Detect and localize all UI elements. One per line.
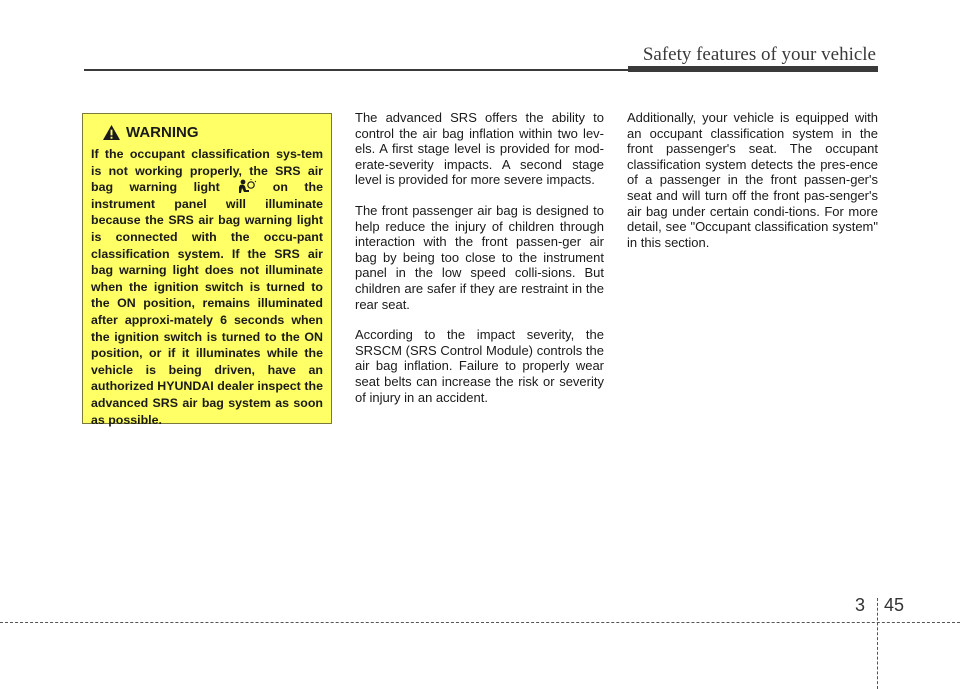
header-title: Safety features of your vehicle bbox=[642, 44, 876, 65]
warning-title: WARNING bbox=[126, 124, 199, 141]
warning-triangle-icon bbox=[102, 124, 121, 141]
text-column-middle bbox=[355, 110, 604, 420]
header-rule-accent bbox=[628, 66, 878, 72]
warning-heading bbox=[102, 124, 323, 141]
warning-text-part-2: on the instrument panel will illuminate because the SRS air bag warning light is connected with the occu-pant classification system. If the SRS air bag warning light does not illuminate when the ignition switch is turned to the ON position, remains illuminated after approxi-mately 6 seconds when the ignition switch is turned to the ON position, or if it illuminates while the vehicle is being driven, have an authorized HYUNDAI dealer inspect the advanced SRS air bag system as soon as possible. bbox=[91, 180, 323, 427]
chapter-number: 3 bbox=[855, 595, 866, 615]
warning-box bbox=[82, 113, 332, 427]
paragraph: Additionally, your vehicle is equipped with an occupant classification system in the front passenger's seat. The occupant classification system detects the pres-ence of a passenger in the front passen-ger's seat and will turn off the front pas-senger's air bag under certain condi-tions. For more detail, see "Occupant classification system" in this section. bbox=[627, 110, 878, 250]
footer-divider bbox=[877, 598, 878, 689]
page-number: 45 bbox=[884, 595, 905, 615]
footer-rule bbox=[0, 622, 960, 623]
paragraph: The advanced SRS offers the ability to control the air bag inflation within two lev-els. A first stage level is provided for mod-erate-severity impacts. A second stage level is provided for more severe impacts. bbox=[355, 110, 604, 188]
warning-text-part-1: If the occupant classification sys-tem is not working properly, the SRS air bag warning light bbox=[91, 147, 323, 195]
paragraph: The front passenger air bag is designed to help reduce the injury of children through interaction with the front passen-ger air bag by being too close to the instrument panel in the low speed colli-sions. But children are safer if they are restraint in the rear seat. bbox=[355, 202, 604, 312]
warning-text bbox=[91, 146, 323, 428]
airbag-warning-light-icon bbox=[236, 179, 256, 194]
paragraph: According to the impact severity, the SRSCM (SRS Control Module) controls the air bag inflation. Failure to properly wear seat belts can increase the risk or severity of injury in an accident. bbox=[355, 327, 604, 405]
text-column-right bbox=[627, 110, 878, 265]
